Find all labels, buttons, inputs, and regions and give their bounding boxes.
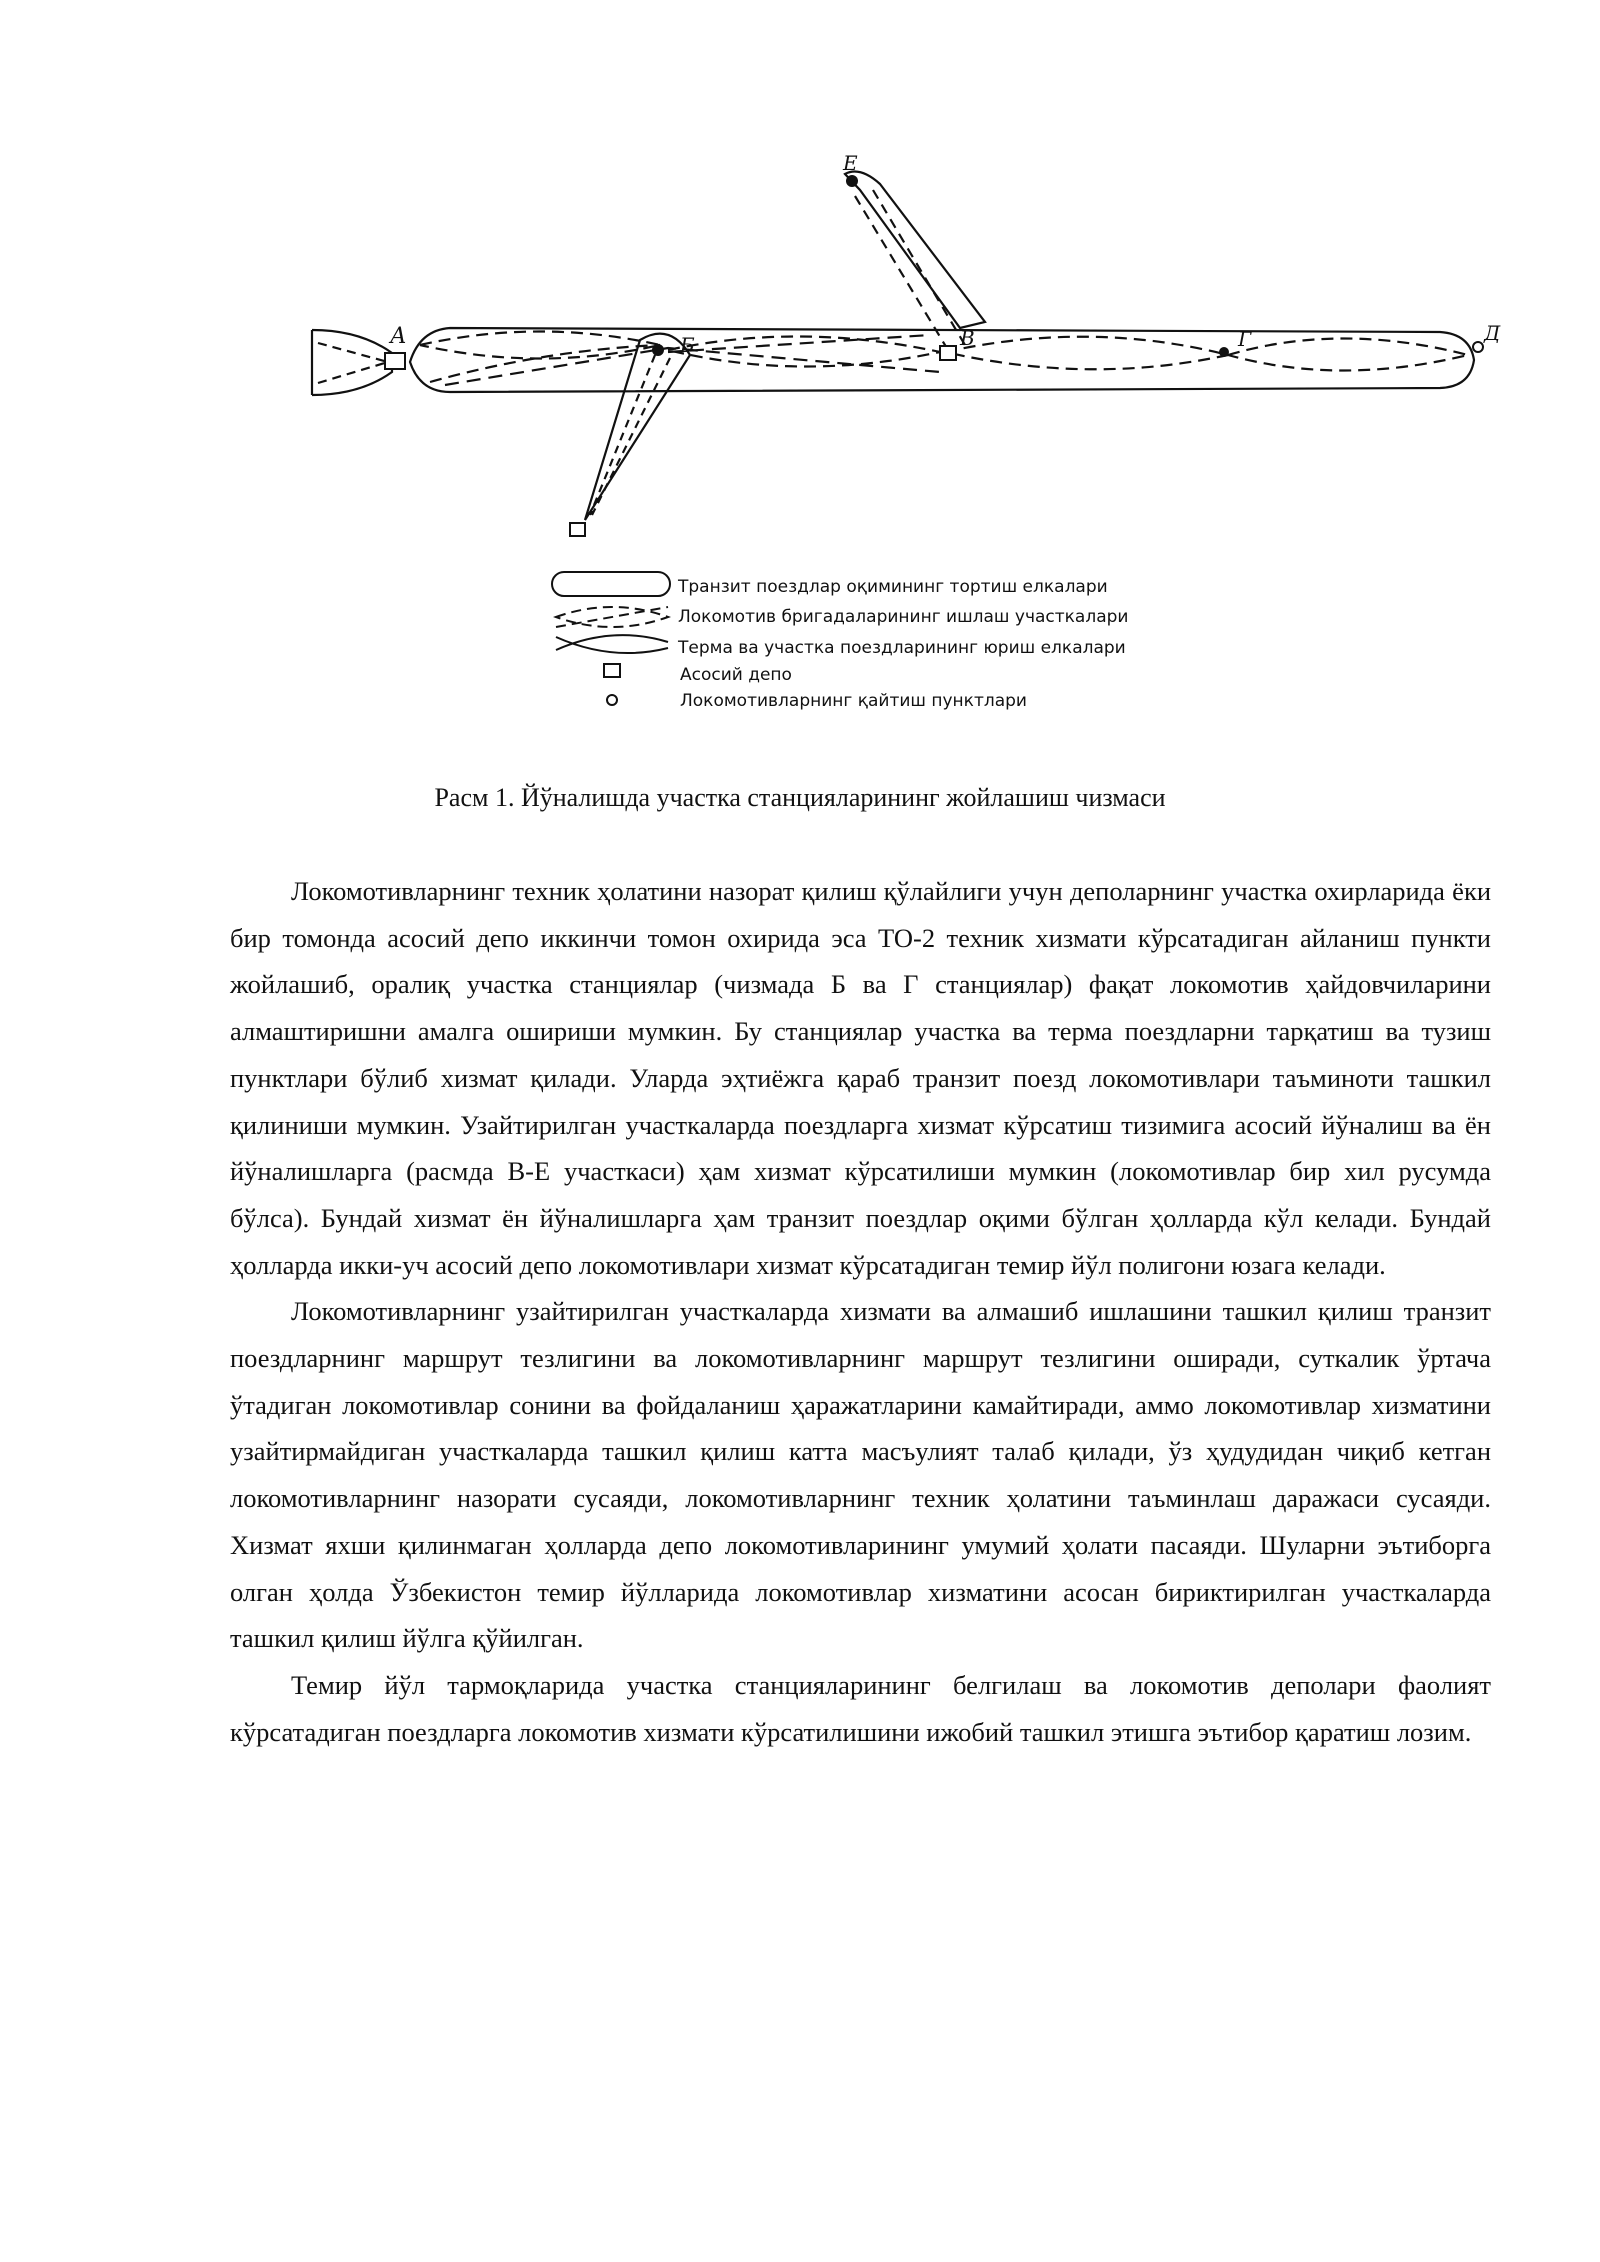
legend-label-1: Транзит поездлар оқимининг тортиш елкалари — [678, 577, 1108, 597]
station-e-dot — [846, 175, 858, 187]
legend-label-5: Локомотивларнинг қайтиш пунктлари — [680, 691, 1027, 711]
legend-symbol-figure-eight — [556, 635, 668, 653]
legend-label-3: Терма ва участка поездларининг юриш елкалари — [678, 638, 1126, 658]
lower-branch-dashes — [590, 355, 670, 515]
branch-crew-dashes — [855, 190, 965, 350]
depot-a-marker — [385, 353, 405, 369]
station-label-v: В — [960, 326, 975, 350]
route-scheme-diagram — [300, 140, 1501, 720]
legend-symbol-turnaround — [607, 695, 617, 705]
station-label-e: Е — [843, 151, 858, 175]
station-b-dot — [652, 344, 664, 356]
station-g-dot — [1219, 347, 1229, 357]
left-stub-shoulder — [312, 330, 392, 395]
branch-traction-shoulder — [845, 172, 985, 328]
depot-v-marker — [940, 346, 956, 360]
lower-depot-marker — [570, 523, 585, 536]
turnaround-point-d — [1473, 342, 1483, 352]
legend-label-4: Асосий депо — [680, 665, 792, 685]
crew-section-v-g — [945, 337, 1228, 370]
body-text — [230, 868, 1491, 1755]
legend-symbol-depot — [604, 664, 620, 677]
station-label-a: А — [390, 324, 407, 349]
station-label-g: Г — [1238, 327, 1252, 351]
legend-label-2: Локомотив бригадаларининг ишлаш участкалари — [678, 607, 1129, 627]
crew-section-g-d — [1228, 339, 1468, 371]
figure-caption: Расм 1. Йўналишда участка станцияларининг жойлашиш чизмаси — [434, 783, 1166, 812]
left-stub-dashes — [318, 343, 388, 383]
legend-symbol-traction-shoulder — [552, 572, 670, 596]
paragraph-2: Локомотивларнинг узайтирилган участкаларда хизмати ва алмашиб ишлашини ташкил қилиш транзит поездларнинг маршрут тезлигини ва локомотивларнинг маршрут тезлигини оширади, суткалик ўртача ўтадиган локомотивлар сонини ва фойдаланиш ҳаражатларини камайтиради, аммо локомотивлар хизматини узайтирмайдиган участкаларда ташкил қилиш катта масъулият талаб қилади, ўз ҳудудидан чиқиб кетган локомотивларнинг назорати сусаяди, локомотивларнинг техник ҳолатини таъминлаш даражаси сусаяди. Хизмат яхши қилинмаган ҳолларда депо локомотивларининг умумий ҳолати пасаяди. Шуларни эътиборга олган ҳолда Ўзбекистон темир йўлларида локомотивлар хизматини асосан бириктирилган участкаларда ташкил қилиш йўлга қўйилган. — [230, 1296, 1491, 1654]
route-scheme-figure — [300, 140, 1501, 720]
lower-branch-shoulder — [585, 334, 690, 520]
paragraph-3: Темир йўл тармоқларида участка станцияларининг белгилаш ва локомотив деполари фаолият кўрсатадиган поездларга локомотив хизмати кўрсатилишини ижобий ташкил этишга эътибор қаратиш лозим. — [230, 1669, 1491, 1747]
paragraph-1: Локомотивларнинг техник ҳолатини назорат қилиш қўлайлиги учун деполарнинг участка охирларида ёки бир томонда асосий депо иккинчи томон охирида эса ТО-2 техник хизмати кўрсатадиган айланиш пункти жойлашиб, оралиқ участка станциялар (чизмада Б ва Г станциялар) фақат локомотив ҳайдовчиларини алмаштиришни амалга ошириши мумкин. Бу станциялар участка ва терма поездларни тарқатиш ва тузиш пунктлари бўлиб хизмат қилади. Уларда эҳтиёжга қараб транзит поезд локомотивлари таъминоти ташкил қилиниши мумкин. Узайтирилган участкаларда поездларга хизмат кўрсатиш тизимига асосий йўналиш ва ён йўналишларга (расмда В-Е участкаси) ҳам хизмат кўрсатилиши мумкин (локомотивлар бир хил русумда бўлса). Бундай хизмат ён йўналишларга ҳам транзит поездлар оқими бўлган ҳолларда кўл келади. Бундай ҳолларда икки-уч асосий депо локомотивлари хизмат кўрсатадиган темир йўл полигони юзага келади. — [230, 876, 1491, 1280]
station-label-d: Д — [1484, 321, 1501, 345]
station-label-b: Б — [680, 333, 695, 357]
